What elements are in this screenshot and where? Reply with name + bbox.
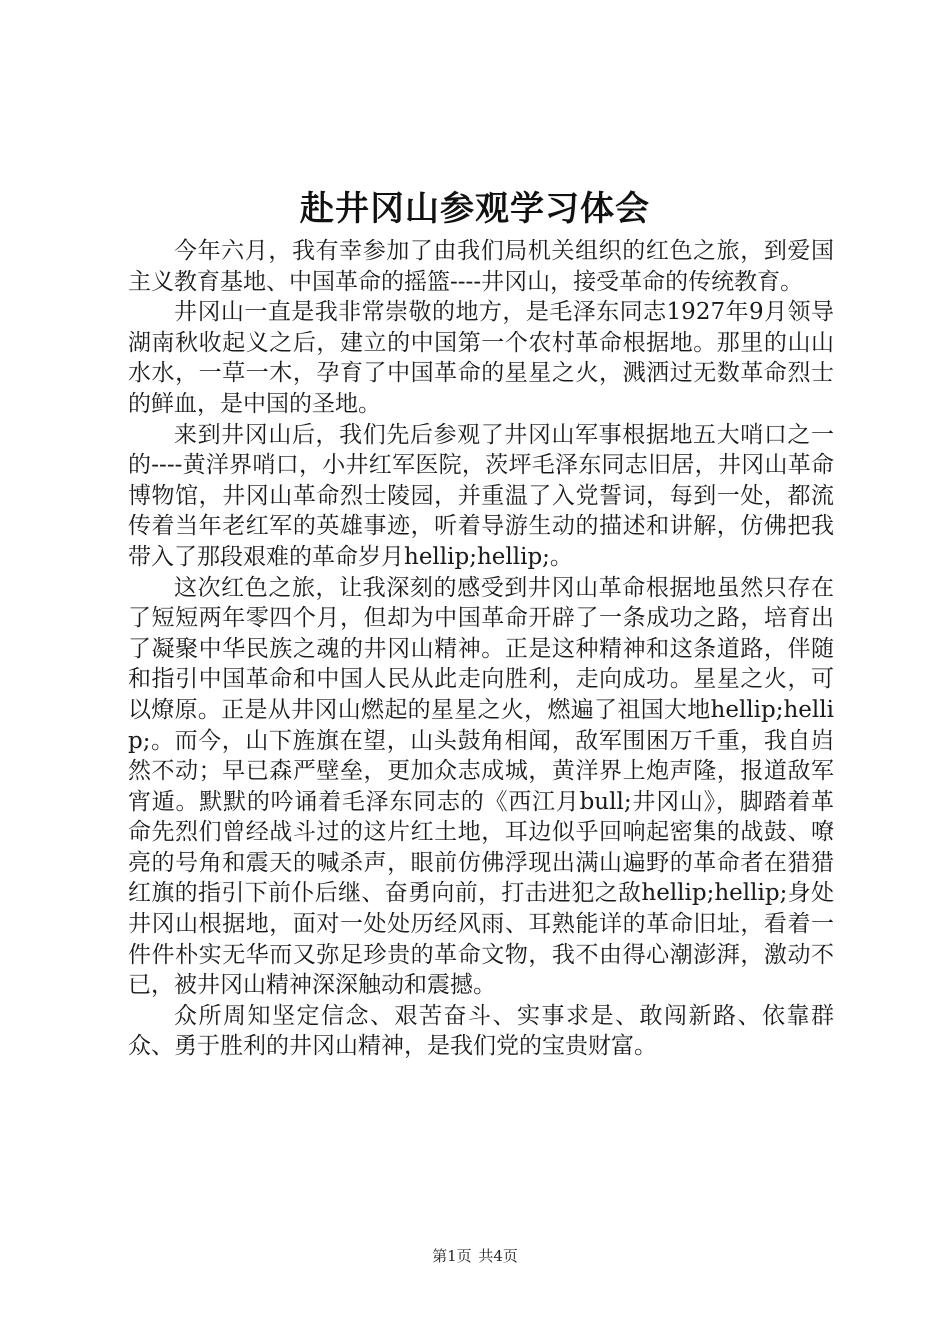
page-number-footer: 第1页 共4页 [432, 1247, 518, 1265]
paragraph: 这次红色之旅，让我深刻的感受到井冈山革命根据地虽然只存在了短短两年零四个月，但却为中国革命开辟了一条成功之路，培育出了凝聚中华民族之魂的井冈山精神。正是这种精神和这条道路，伴随和指引中国革命和中国人民从此走向胜利，走向成功。星星之火，可以燎原。正是从井冈山燃起的星星之火，燃遍了祖国大地hellip;hellip;。而今，山下旌旗在望，山头鼓角相闻，敌军围困万千重，我自岿然不动；早已森严壁垒，更加众志成城，黄洋界上炮声隆，报道敌军宵遁。默默的吟诵着毛泽东同志的《西江月bull;井冈山》，脚踏着革命先烈们曾经战斗过的这片红土地，耳边似乎回响起密集的战鼓、嘹亮的号角和震天的喊杀声，眼前仿佛浮现出满山遍野的革命者在猎猎红旗的指引下前仆后继、奋勇向前，打击进犯之敌hellip;hellip;身处井冈山根据地，面对一处处历经风雨、耳熟能详的革命旧址，看着一件件朴实无华而又弥足珍贵的革命文物，我不由得心潮澎湃，激动不已，被井冈山精神深深触动和震撼。 [128, 574, 834, 999]
document-title: 赴井冈山参观学习体会 [300, 189, 650, 229]
document-body [128, 236, 834, 1062]
paragraph: 今年六月，我有幸参加了由我们局机关组织的红色之旅，到爱国主义教育基地、中国革命的摇篮----井冈山，接受革命的传统教育。 [128, 238, 834, 295]
paragraph: 来到井冈山后，我们先后参观了井冈山军事根据地五大哨口之一的----黄洋界哨口，小井红军医院，茨坪毛泽东同志旧居，井冈山革命博物馆，井冈山革命烈士陵园，并重温了入党誓词，每到一处，都流传着当年老红军的英雄事迹，听着导游生动的描述和讲解，仿佛把我带入了那段艰难的革命岁月hellip;hellip;。 [128, 421, 834, 570]
paragraph: 井冈山一直是我非常崇敬的地方，是毛泽东同志1927年9月领导湖南秋收起义之后，建立的中国第一个农村革命根据地。那里的山山水水，一草一木，孕育了中国革命的星星之火，溅洒过无数革命烈士的鲜血，是中国的圣地。 [128, 299, 834, 417]
paragraph: 众所周知坚定信念、艰苦奋斗、实事求是、敢闯新路、依靠群众、勇于胜利的井冈山精神，是我们党的宝贵财富。 [128, 1002, 834, 1060]
